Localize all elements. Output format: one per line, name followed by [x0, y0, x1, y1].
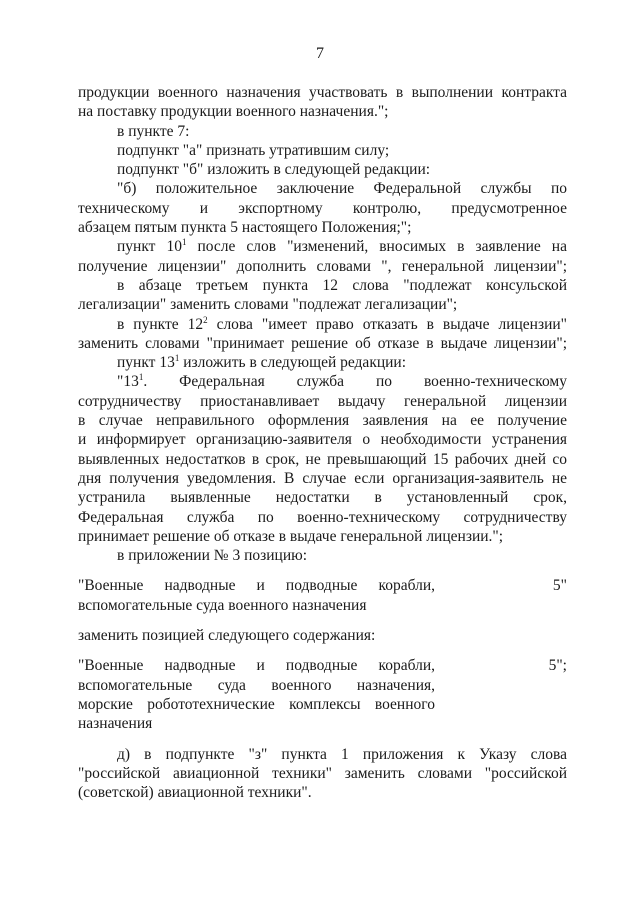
position-old	[78, 576, 567, 615]
spacer	[78, 734, 567, 745]
superscript: 1	[174, 353, 180, 364]
text-line: подпункт "а" признать утратившим силу;	[117, 141, 390, 159]
text-line: на поставку продукции военного назначения.";	[78, 103, 389, 121]
text-line: получение лицензии" дополнить словами ", генеральной лицензии";	[78, 257, 567, 275]
text-line: абзацем пятым пункта 5 настоящего Положения;";	[78, 219, 412, 237]
text-fragment: изложить в следующей редакции:	[179, 354, 407, 372]
text-line: д) в подпункте "з" пункта 1 приложения к Указу слова	[117, 745, 567, 763]
text-line: принимает решение об отказе в выдаче генеральной лицензии.";	[78, 527, 504, 545]
text-line: (советской) авиационной техники".	[78, 784, 312, 802]
text-line	[78, 315, 567, 334]
superscript: 2	[203, 314, 208, 325]
spacer	[78, 565, 567, 576]
text-line: назначения	[78, 715, 153, 733]
text-line	[78, 237, 567, 256]
spacer	[78, 615, 567, 626]
text-line: морские робототехнические комплексы военного	[78, 695, 435, 713]
position-old-code: 5"	[552, 577, 567, 595]
text-line: в пункте 7:	[117, 122, 190, 140]
text-line: техническому и экспортному контролю, предусмотренное	[78, 199, 567, 217]
text-fragment: в пункте 12	[117, 315, 204, 333]
position-new-code: 5";	[548, 657, 567, 675]
position-new	[78, 656, 567, 733]
position-old-text	[78, 576, 435, 615]
text-fragment: . Федеральная служба по военно-техническому	[143, 373, 567, 391]
text-line: легализации" заменить словами "подлежат легализации";	[78, 296, 458, 314]
text-line: вспомогательные суда военного назначения	[78, 596, 367, 614]
page-number: 7	[316, 45, 324, 62]
text-fragment: пункт 13	[117, 354, 175, 372]
text-line	[78, 372, 567, 391]
text-fragment: после слов "изменений, вносимых в заявление на	[186, 238, 567, 256]
document-body	[78, 83, 567, 802]
text-fragment: "13	[117, 373, 139, 391]
text-line	[78, 353, 567, 372]
text-line: подпункт "б" изложить в следующей редакции:	[117, 161, 431, 179]
text-line: "Военные надводные и подводные корабли,	[78, 577, 435, 595]
text-line: "Военные надводные и подводные корабли,	[78, 657, 435, 675]
text-line: устранила выявленные недостатки в установленный срок,	[78, 489, 567, 507]
text-line: дня получения уведомления. В случае если организация-заявитель не	[78, 469, 567, 487]
text-line: в случае неправильного оформления заявления на ее получение	[78, 412, 567, 430]
text-fragment: пункт 10	[117, 238, 182, 256]
text-line: в приложении № 3 позицию:	[117, 547, 308, 565]
position-new-text	[78, 656, 435, 733]
text-fragment: слова "имеет право отказать в выдаче лицензии"	[207, 315, 567, 333]
text-line: заменить позицией следующего содержания:	[78, 627, 376, 645]
text-line: "российской авиационной техники" заменить словами "российской	[78, 764, 567, 782]
text-line: выявленных недостатков в срок, не превышающий 15 рабочих дней со	[78, 450, 567, 468]
text-line: и информирует организацию-заявителя о необходимости устранения	[78, 431, 567, 449]
spacer	[78, 645, 567, 656]
text-line: сотрудничеству приостанавливает выдачу генеральной лицензии	[78, 392, 567, 410]
text-line: заменить словами "принимает решение об отказе в выдаче лицензии";	[78, 334, 567, 352]
text-line: "б) положительное заключение Федеральной службы по	[117, 180, 567, 198]
text-line: Федеральная служба по военно-техническому сотрудничеству	[78, 508, 567, 526]
text-line: продукции военного назначения участвовать в выполнении контракта	[78, 84, 567, 101]
text-line: вспомогательные суда военного назначения,	[78, 676, 435, 694]
text-line: в абзаце третьем пункта 12 слова "подлежат консульской	[117, 276, 567, 294]
superscript: 1	[181, 237, 187, 248]
superscript: 1	[138, 372, 144, 383]
